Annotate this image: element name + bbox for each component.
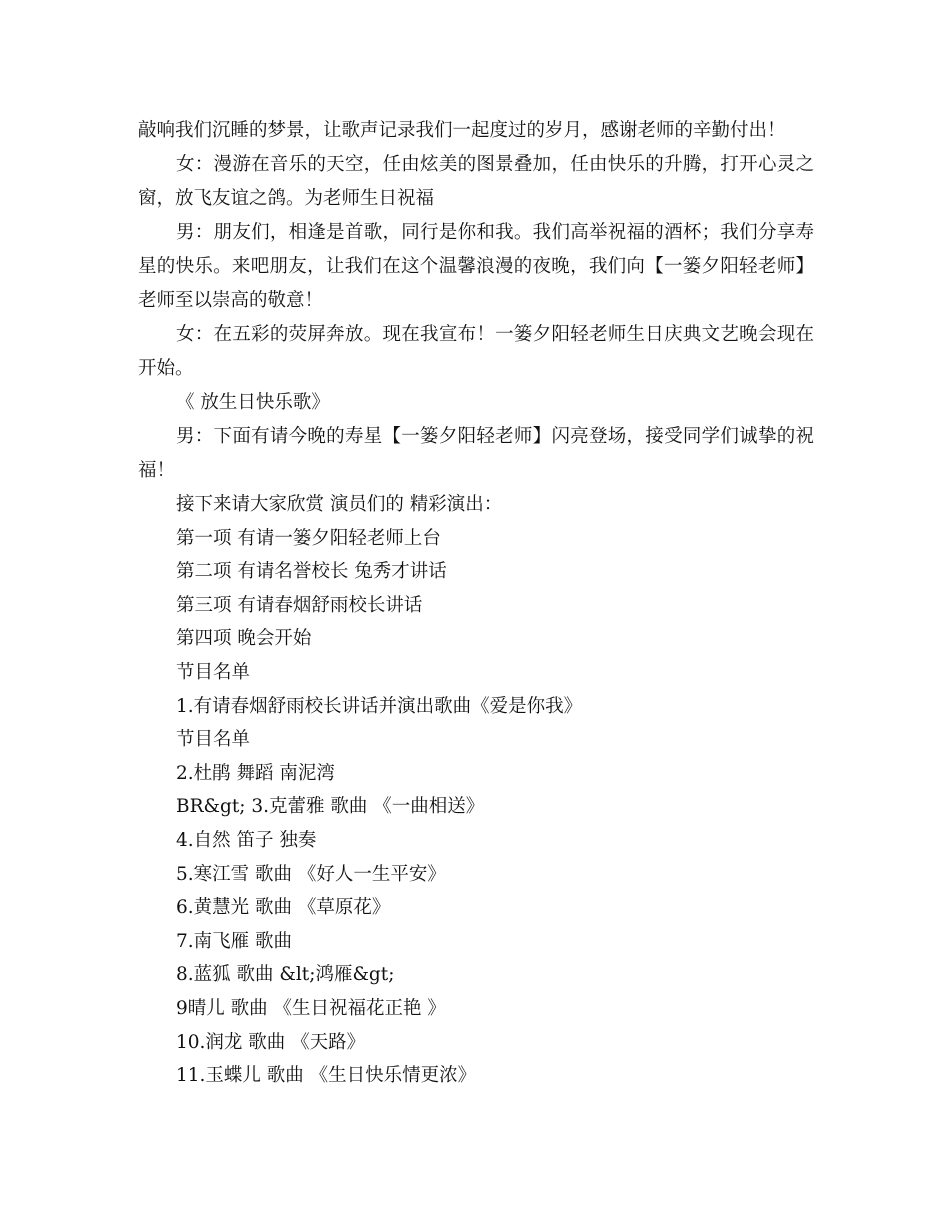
program-item-8: 8.蓝狐 歌曲 &lt;鸿雁&gt; [176,964,395,986]
program-item-7: 7.南飞雁 歌曲 [176,930,293,952]
paragraph-5: 《 放生日快乐歌》 [176,392,330,413]
program-step-2: 第二项 有请名誉校长 兔秀才讲话 [176,561,447,583]
program-item-1: 1.有请春烟舒雨校长讲话并演出歌曲《爱是你我》 [176,695,583,717]
program-item-2: 2.杜鹃 舞蹈 南泥湾 [176,762,335,784]
program-list-heading-2: 节目名单 [176,729,251,751]
program-step-1: 第一项 有请一篓夕阳轻老师上台 [176,527,441,549]
program-item-4: 4.自然 笛子 独奏 [176,829,317,851]
program-item-6: 6.黄慧光 歌曲 《草原花》 [176,897,391,919]
program-step-4: 第四项 晚会开始 [176,628,312,650]
paragraph-4: 女：在五彩的荧屏奔放。现在我宣布！一篓夕阳轻老师生日庆典文艺晚会现在开始。 [138,324,814,379]
program-item-11: 11.玉蝶儿 歌曲 《生日快乐情更浓》 [176,1065,477,1087]
program-list-heading: 节目名单 [176,661,251,683]
program-step-3: 第三项 有请春烟舒雨校长讲话 [176,594,423,616]
program-item-3: BR&gt; 3.克蕾雅 歌曲 《一曲相送》 [176,796,485,818]
paragraph-6: 男：下面有请今晚的寿星【一篓夕阳轻老师】闪亮登场，接受同学们诚挚的祝福！ [138,426,814,481]
document-body [138,114,814,1093]
paragraph-1: 敲响我们沉睡的梦景，让歌声记录我们一起度过的岁月，感谢老师的辛勤付出！ [138,120,786,141]
paragraph-2: 女：漫游在音乐的天空，任由炫美的图景叠加，任由快乐的升腾，打开心灵之窗，放飞友谊之鸽。为老师生日祝福 [138,154,814,209]
program-item-10: 10.润龙 歌曲 《天路》 [176,1031,366,1053]
paragraph-3: 男：朋友们，相逢是首歌，同行是你和我。我们高举祝福的酒杯；我们分享寿星的快乐。来吧朋友，让我们在这个温馨浪漫的夜晚，我们向【一篓夕阳轻老师】老师至以崇高的敬意！ [138,222,814,311]
program-intro-line: 接下来请大家欣赏 演员们的 精彩演出： [176,494,503,515]
program-item-5: 5.寒江雪 歌曲 《好人一生平安》 [176,863,446,885]
program-item-9: 9晴儿 歌曲 《生日祝福花正艳 》 [176,997,446,1019]
